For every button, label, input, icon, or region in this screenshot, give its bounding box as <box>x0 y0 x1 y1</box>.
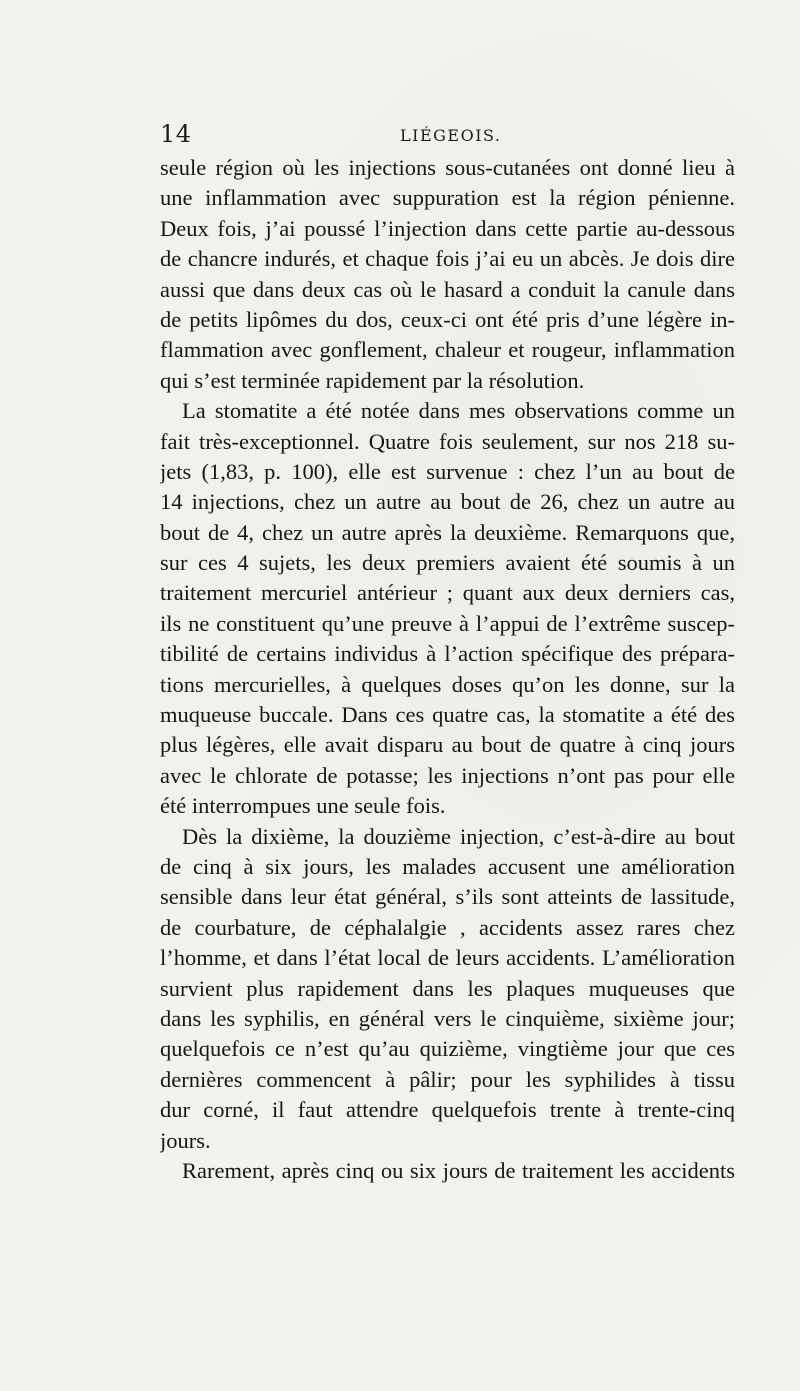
text-line: jets (1,83, p. 100), elle est survenue : chez l’un au bout de <box>160 458 735 484</box>
text-line: de chancre indurés, et chaque fois j’ai eu un abcès. Je dois dire <box>160 246 735 272</box>
text-line: Deux fois, j’ai poussé l’injection dans cette partie au-dessous <box>160 215 735 241</box>
text-line: tions mercurielles, à quelques doses qu’on les donne, sur la <box>160 671 735 697</box>
paragraph <box>160 396 735 821</box>
body-text <box>160 153 735 1186</box>
text-line: bout de 4, chez un autre après la deuxième. Remarquons que, <box>160 519 735 545</box>
text-line: dans les syphilis, en général vers le cinquième, sixième jour; <box>160 1005 735 1031</box>
paragraph <box>160 1156 735 1186</box>
text-line: de cinq à six jours, les malades accusent une amélioration <box>160 853 735 879</box>
text-line: 14 injections, chez un autre au bout de 26, chez un autre au <box>160 489 735 515</box>
text-line: muqueuse buccale. Dans ces quatre cas, la stomatite a été des <box>160 702 735 728</box>
text-line: de petits lipômes du dos, ceux-ci ont été pris d’une légère in- <box>160 306 735 332</box>
text-line: seule région où les injections sous-cutanées ont donné lieu à <box>160 155 735 180</box>
page-number: 14 <box>160 120 192 148</box>
text-line: une inflammation avec suppuration est la région pénienne. <box>160 185 735 211</box>
text-line: survient plus rapidement dans les plaques muqueuses que <box>160 975 735 1001</box>
text-line: quelquefois ce n’est qu’au quizième, vingtième jour que ces <box>160 1036 735 1062</box>
paragraph <box>160 153 735 396</box>
text-line: aussi que dans deux cas où le hasard a conduit la canule dans <box>160 276 735 302</box>
text-line: Rarement, après cinq ou six jours de traitement les accidents <box>182 1157 735 1183</box>
text-line: plus légères, elle avait disparu au bout de quatre à cinq jours <box>160 732 735 758</box>
text-line: tibilité de certains individus à l’action spécifique des prépara- <box>160 641 735 667</box>
text-line: flammation avec gonflement, chaleur et rougeur, inflammation <box>160 337 735 363</box>
text-line: été interrompues une seule fois. <box>160 793 446 819</box>
text-line: fait très-exceptionnel. Quatre fois seulement, sur nos 218 su- <box>160 428 735 454</box>
running-head: LIÉGEOIS. <box>400 126 502 145</box>
text-line: avec le chlorate de potasse; les injections n’ont pas pour elle <box>160 762 735 788</box>
page-header <box>160 120 780 150</box>
text-line: dur corné, il faut attendre quelquefois trente à trente-cinq <box>160 1097 735 1123</box>
text-line: qui s’est terminée rapidement par la résolution. <box>160 367 585 393</box>
text-line: dernières commencent à pâlir; pour les syphilides à tissu <box>160 1066 735 1092</box>
text-line: traitement mercuriel antérieur ; quant aux deux derniers cas, <box>160 580 735 606</box>
text-line: Dès la dixième, la douzième injection, c’est-à-dire au bout <box>182 823 735 849</box>
paragraph <box>160 822 735 1156</box>
text-line: de courbature, de céphalalgie , accidents assez rares chez <box>160 914 735 940</box>
text-line: ils ne constituent qu’une preuve à l’appui de l’extrême suscep- <box>160 610 735 636</box>
text-line: l’homme, et dans l’état local de leurs accidents. L’amélioration <box>160 945 735 971</box>
text-line: La stomatite a été notée dans mes observations comme un <box>182 398 735 424</box>
text-line: sur ces 4 sujets, les deux premiers avaient été soumis à un <box>160 550 735 576</box>
text-line: jours. <box>160 1127 211 1153</box>
text-line: sensible dans leur état général, s’ils sont atteints de lassitude, <box>160 884 735 910</box>
